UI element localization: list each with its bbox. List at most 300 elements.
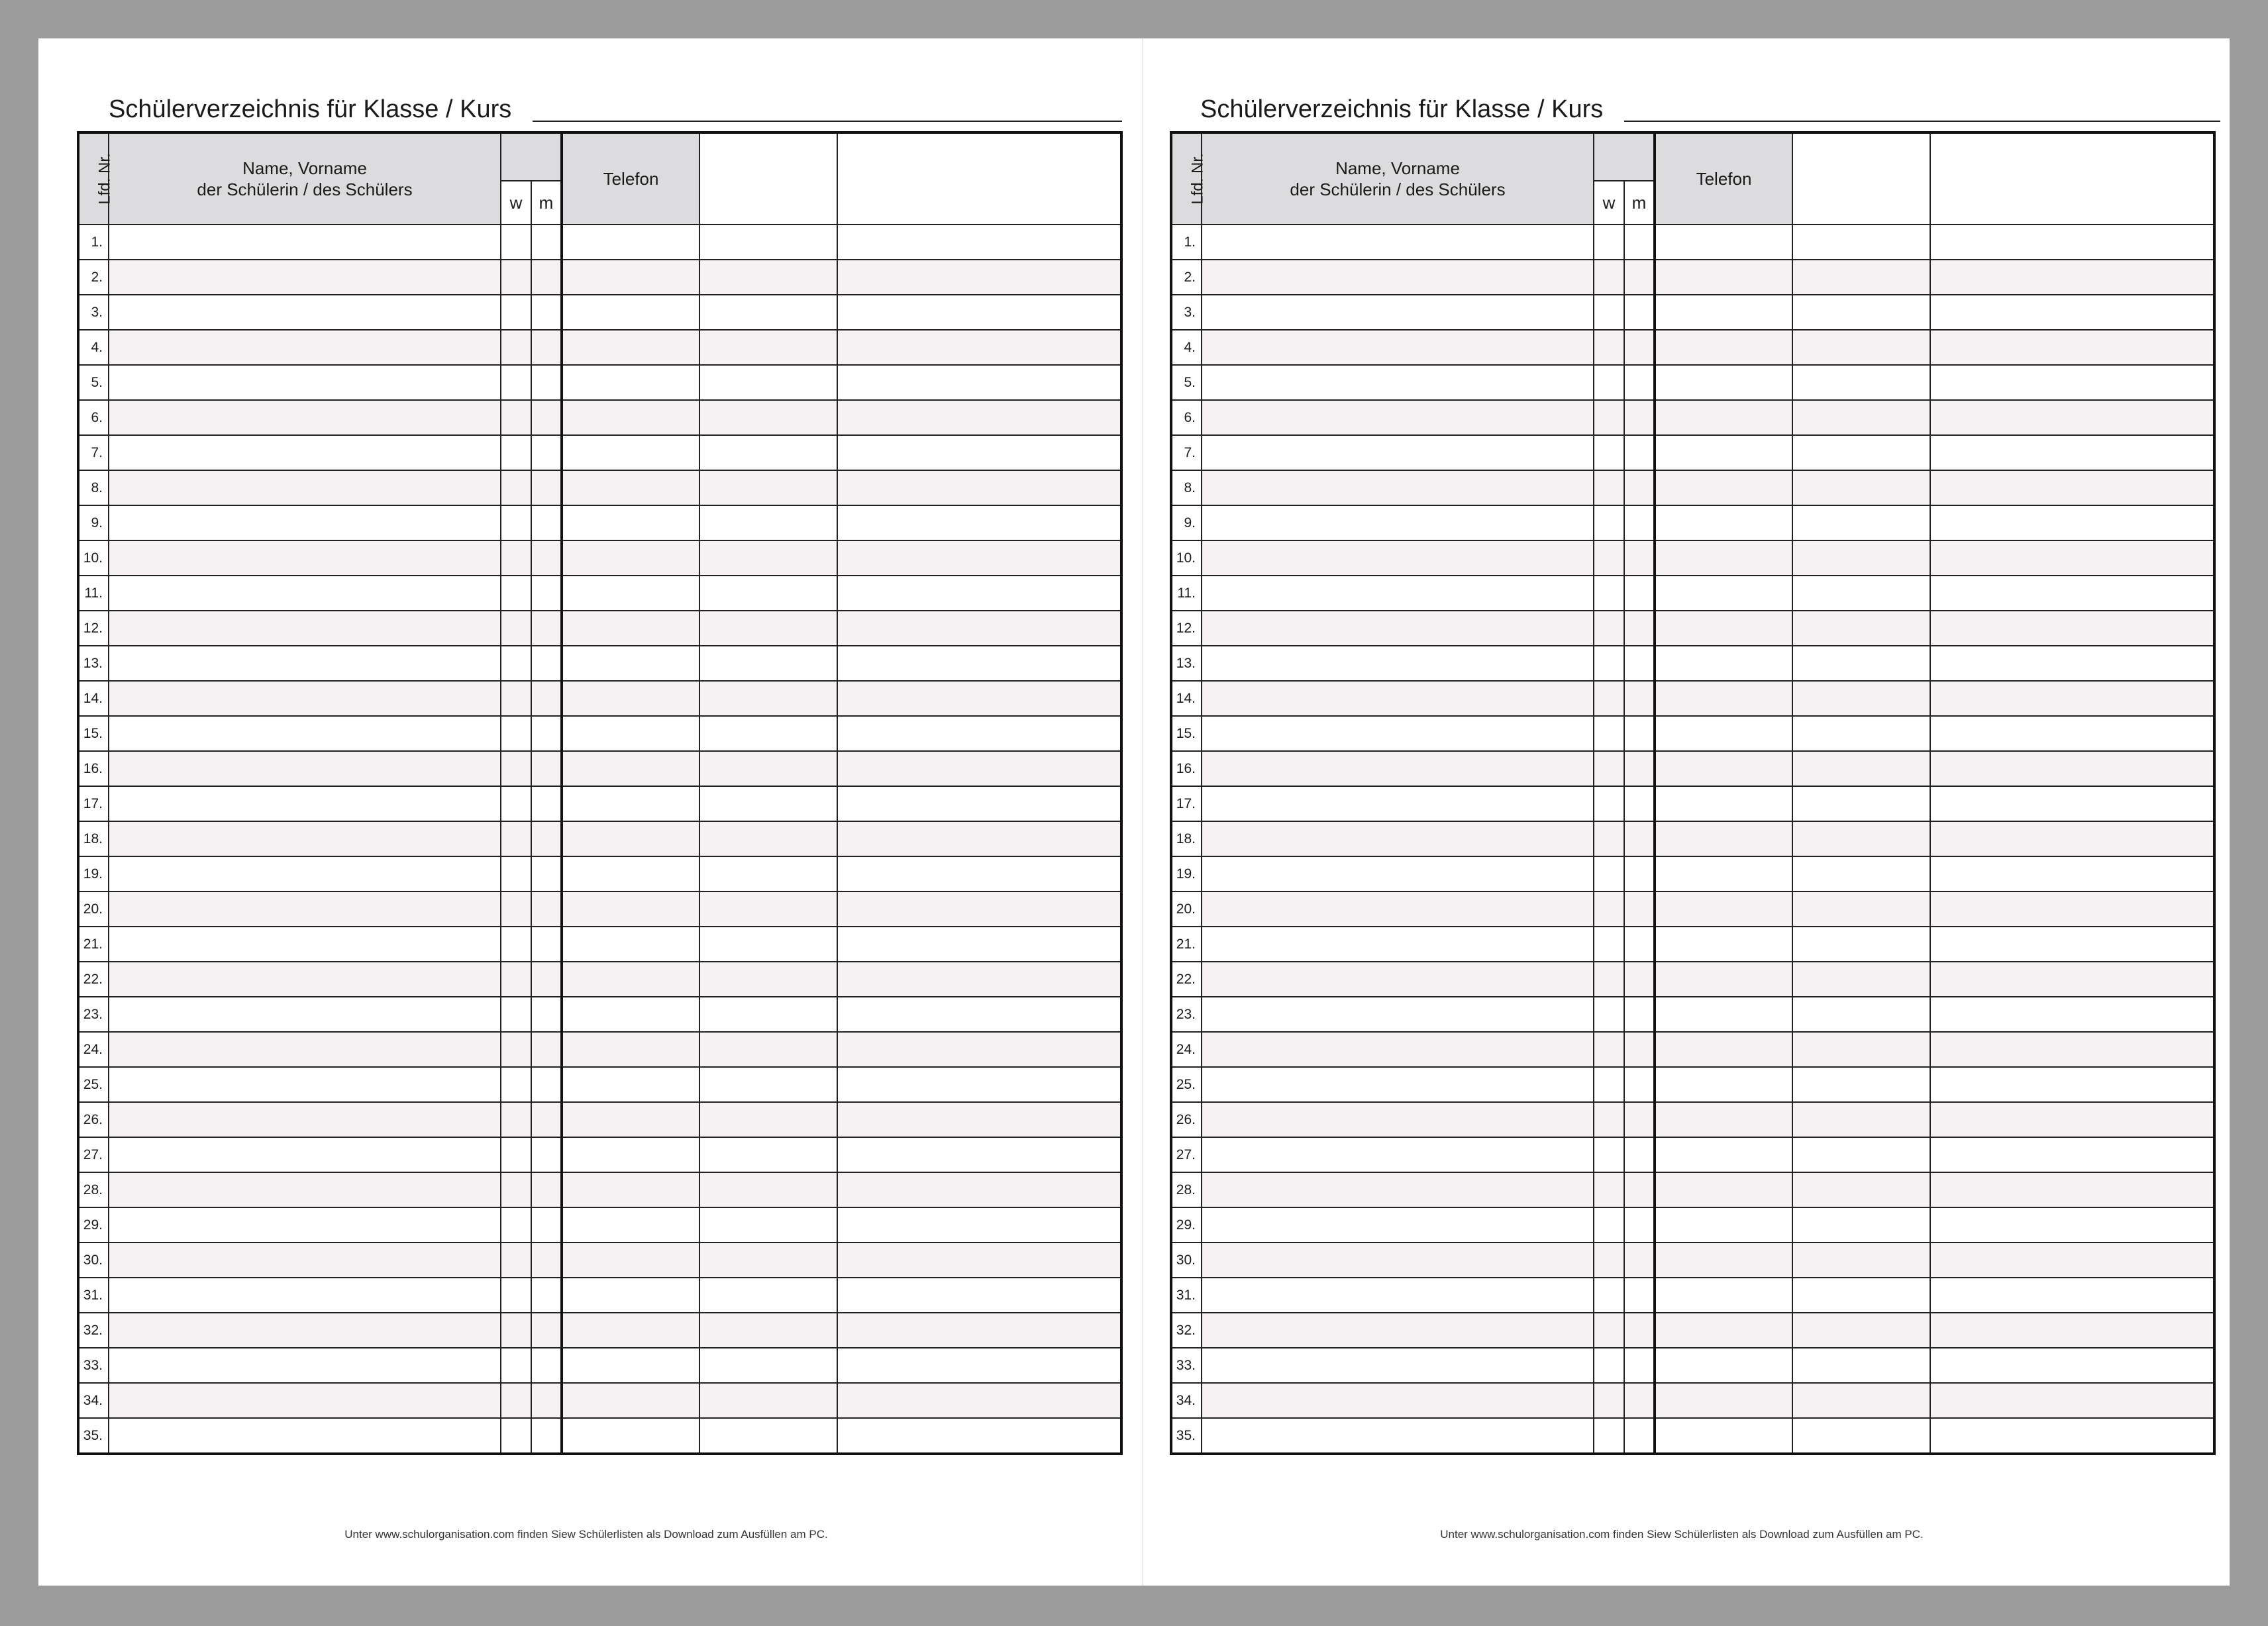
gender-w-cell[interactable]: [501, 786, 531, 821]
extra-1-cell[interactable]: [699, 997, 837, 1032]
gender-w-cell[interactable]: [1594, 1207, 1624, 1243]
name-cell[interactable]: [109, 611, 501, 646]
phone-cell[interactable]: [1655, 1067, 1792, 1102]
name-cell[interactable]: [109, 927, 501, 962]
gender-m-cell[interactable]: [531, 1032, 562, 1067]
name-cell[interactable]: [1202, 435, 1594, 470]
extra-1-cell[interactable]: [1792, 1313, 1930, 1348]
gender-m-cell[interactable]: [1624, 891, 1655, 927]
gender-w-cell[interactable]: [1594, 1243, 1624, 1278]
extra-2-cell[interactable]: [837, 891, 1121, 927]
name-cell[interactable]: [1202, 1032, 1594, 1067]
extra-1-cell[interactable]: [1792, 1067, 1930, 1102]
gender-m-cell[interactable]: [531, 716, 562, 751]
name-cell[interactable]: [1202, 1102, 1594, 1137]
phone-cell[interactable]: [1655, 400, 1792, 435]
name-cell[interactable]: [109, 505, 501, 540]
gender-w-cell[interactable]: [501, 505, 531, 540]
gender-w-cell[interactable]: [501, 611, 531, 646]
gender-m-cell[interactable]: [1624, 330, 1655, 365]
gender-w-cell[interactable]: [501, 1278, 531, 1313]
name-cell[interactable]: [109, 646, 501, 681]
name-cell[interactable]: [109, 1137, 501, 1172]
phone-cell[interactable]: [1655, 1207, 1792, 1243]
extra-2-cell[interactable]: [1930, 1313, 2214, 1348]
gender-m-cell[interactable]: [1624, 646, 1655, 681]
name-cell[interactable]: [109, 1313, 501, 1348]
extra-1-cell[interactable]: [699, 1067, 837, 1102]
gender-m-cell[interactable]: [531, 1348, 562, 1383]
gender-w-cell[interactable]: [1594, 435, 1624, 470]
gender-m-cell[interactable]: [531, 927, 562, 962]
name-cell[interactable]: [109, 1067, 501, 1102]
name-cell[interactable]: [1202, 330, 1594, 365]
extra-2-cell[interactable]: [837, 1172, 1121, 1207]
name-cell[interactable]: [109, 435, 501, 470]
phone-cell[interactable]: [562, 470, 699, 505]
extra-2-cell[interactable]: [837, 330, 1121, 365]
phone-cell[interactable]: [1655, 962, 1792, 997]
gender-m-cell[interactable]: [531, 470, 562, 505]
name-cell[interactable]: [1202, 1137, 1594, 1172]
extra-1-cell[interactable]: [1792, 681, 1930, 716]
gender-w-cell[interactable]: [1594, 1348, 1624, 1383]
gender-m-cell[interactable]: [1624, 295, 1655, 330]
name-cell[interactable]: [109, 1243, 501, 1278]
extra-1-cell[interactable]: [1792, 962, 1930, 997]
name-cell[interactable]: [109, 786, 501, 821]
phone-cell[interactable]: [562, 225, 699, 260]
phone-cell[interactable]: [562, 435, 699, 470]
phone-cell[interactable]: [562, 1032, 699, 1067]
gender-w-cell[interactable]: [1594, 1418, 1624, 1454]
name-cell[interactable]: [1202, 225, 1594, 260]
extra-1-cell[interactable]: [699, 576, 837, 611]
phone-cell[interactable]: [562, 1278, 699, 1313]
phone-cell[interactable]: [1655, 751, 1792, 786]
extra-1-cell[interactable]: [1792, 1032, 1930, 1067]
gender-w-cell[interactable]: [1594, 1067, 1624, 1102]
phone-cell[interactable]: [562, 540, 699, 576]
name-cell[interactable]: [1202, 1313, 1594, 1348]
name-cell[interactable]: [109, 1102, 501, 1137]
extra-2-cell[interactable]: [837, 716, 1121, 751]
phone-cell[interactable]: [562, 646, 699, 681]
phone-cell[interactable]: [1655, 225, 1792, 260]
gender-w-cell[interactable]: [1594, 891, 1624, 927]
name-cell[interactable]: [1202, 821, 1594, 856]
name-cell[interactable]: [1202, 260, 1594, 295]
gender-w-cell[interactable]: [501, 225, 531, 260]
extra-1-cell[interactable]: [1792, 225, 1930, 260]
gender-m-cell[interactable]: [1624, 927, 1655, 962]
name-cell[interactable]: [109, 716, 501, 751]
extra-2-cell[interactable]: [837, 505, 1121, 540]
extra-2-cell[interactable]: [837, 576, 1121, 611]
phone-cell[interactable]: [1655, 1102, 1792, 1137]
extra-1-cell[interactable]: [1792, 611, 1930, 646]
extra-1-cell[interactable]: [1792, 295, 1930, 330]
extra-1-cell[interactable]: [699, 1383, 837, 1418]
name-cell[interactable]: [1202, 997, 1594, 1032]
extra-1-cell[interactable]: [1792, 997, 1930, 1032]
name-cell[interactable]: [109, 856, 501, 891]
extra-2-cell[interactable]: [837, 400, 1121, 435]
extra-2-cell[interactable]: [837, 365, 1121, 400]
name-cell[interactable]: [109, 821, 501, 856]
gender-m-cell[interactable]: [1624, 681, 1655, 716]
extra-2-cell[interactable]: [837, 295, 1121, 330]
extra-2-cell[interactable]: [837, 1348, 1121, 1383]
extra-2-cell[interactable]: [837, 856, 1121, 891]
phone-cell[interactable]: [1655, 505, 1792, 540]
extra-1-cell[interactable]: [699, 1207, 837, 1243]
gender-m-cell[interactable]: [1624, 1348, 1655, 1383]
gender-m-cell[interactable]: [1624, 470, 1655, 505]
name-cell[interactable]: [1202, 505, 1594, 540]
gender-m-cell[interactable]: [1624, 1102, 1655, 1137]
phone-cell[interactable]: [562, 751, 699, 786]
gender-w-cell[interactable]: [1594, 856, 1624, 891]
name-cell[interactable]: [1202, 1172, 1594, 1207]
extra-1-cell[interactable]: [699, 1137, 837, 1172]
name-cell[interactable]: [109, 260, 501, 295]
gender-m-cell[interactable]: [531, 1102, 562, 1137]
gender-w-cell[interactable]: [501, 435, 531, 470]
extra-2-cell[interactable]: [837, 786, 1121, 821]
gender-w-cell[interactable]: [501, 716, 531, 751]
gender-m-cell[interactable]: [1624, 435, 1655, 470]
gender-w-cell[interactable]: [501, 962, 531, 997]
extra-1-cell[interactable]: [1792, 1172, 1930, 1207]
name-cell[interactable]: [1202, 856, 1594, 891]
gender-m-cell[interactable]: [531, 1137, 562, 1172]
gender-m-cell[interactable]: [531, 856, 562, 891]
phone-cell[interactable]: [562, 1418, 699, 1454]
phone-cell[interactable]: [1655, 540, 1792, 576]
name-cell[interactable]: [1202, 891, 1594, 927]
phone-cell[interactable]: [562, 821, 699, 856]
name-cell[interactable]: [1202, 751, 1594, 786]
gender-m-cell[interactable]: [1624, 1313, 1655, 1348]
extra-2-cell[interactable]: [1930, 505, 2214, 540]
gender-m-cell[interactable]: [1624, 365, 1655, 400]
name-cell[interactable]: [109, 1418, 501, 1454]
gender-w-cell[interactable]: [501, 1137, 531, 1172]
extra-1-cell[interactable]: [699, 1418, 837, 1454]
extra-2-cell[interactable]: [1930, 540, 2214, 576]
phone-cell[interactable]: [1655, 681, 1792, 716]
gender-m-cell[interactable]: [1624, 1067, 1655, 1102]
extra-2-cell[interactable]: [837, 962, 1121, 997]
extra-1-cell[interactable]: [699, 1278, 837, 1313]
phone-cell[interactable]: [562, 505, 699, 540]
extra-1-cell[interactable]: [1792, 365, 1930, 400]
gender-m-cell[interactable]: [1624, 1032, 1655, 1067]
extra-1-cell[interactable]: [1792, 1278, 1930, 1313]
extra-2-cell[interactable]: [837, 1418, 1121, 1454]
extra-1-cell[interactable]: [1792, 1207, 1930, 1243]
gender-m-cell[interactable]: [531, 1207, 562, 1243]
phone-cell[interactable]: [562, 891, 699, 927]
extra-2-cell[interactable]: [837, 821, 1121, 856]
extra-2-cell[interactable]: [1930, 891, 2214, 927]
gender-m-cell[interactable]: [531, 435, 562, 470]
phone-cell[interactable]: [1655, 716, 1792, 751]
extra-2-cell[interactable]: [837, 435, 1121, 470]
gender-m-cell[interactable]: [531, 646, 562, 681]
gender-m-cell[interactable]: [531, 1172, 562, 1207]
extra-1-cell[interactable]: [699, 1313, 837, 1348]
extra-2-cell[interactable]: [1930, 365, 2214, 400]
gender-w-cell[interactable]: [501, 1102, 531, 1137]
gender-m-cell[interactable]: [531, 260, 562, 295]
extra-2-cell[interactable]: [837, 1243, 1121, 1278]
gender-w-cell[interactable]: [1594, 821, 1624, 856]
phone-cell[interactable]: [1655, 856, 1792, 891]
extra-2-cell[interactable]: [837, 1032, 1121, 1067]
extra-2-cell[interactable]: [837, 1137, 1121, 1172]
gender-m-cell[interactable]: [1624, 751, 1655, 786]
name-cell[interactable]: [109, 365, 501, 400]
gender-w-cell[interactable]: [1594, 962, 1624, 997]
gender-m-cell[interactable]: [1624, 856, 1655, 891]
phone-cell[interactable]: [1655, 786, 1792, 821]
phone-cell[interactable]: [1655, 330, 1792, 365]
gender-m-cell[interactable]: [1624, 540, 1655, 576]
gender-w-cell[interactable]: [1594, 1102, 1624, 1137]
gender-m-cell[interactable]: [531, 365, 562, 400]
extra-2-cell[interactable]: [837, 611, 1121, 646]
extra-2-cell[interactable]: [837, 927, 1121, 962]
extra-1-cell[interactable]: [1792, 856, 1930, 891]
extra-1-cell[interactable]: [699, 1102, 837, 1137]
extra-1-cell[interactable]: [699, 435, 837, 470]
name-cell[interactable]: [109, 1383, 501, 1418]
phone-cell[interactable]: [562, 1067, 699, 1102]
extra-1-cell[interactable]: [1792, 1383, 1930, 1418]
name-cell[interactable]: [1202, 1207, 1594, 1243]
gender-m-cell[interactable]: [1624, 786, 1655, 821]
extra-1-cell[interactable]: [699, 1348, 837, 1383]
gender-m-cell[interactable]: [1624, 1137, 1655, 1172]
extra-2-cell[interactable]: [1930, 1137, 2214, 1172]
gender-w-cell[interactable]: [1594, 997, 1624, 1032]
extra-1-cell[interactable]: [699, 1172, 837, 1207]
extra-2-cell[interactable]: [1930, 576, 2214, 611]
phone-cell[interactable]: [562, 997, 699, 1032]
gender-w-cell[interactable]: [1594, 295, 1624, 330]
gender-m-cell[interactable]: [1624, 1383, 1655, 1418]
extra-1-cell[interactable]: [1792, 400, 1930, 435]
gender-m-cell[interactable]: [531, 1278, 562, 1313]
extra-2-cell[interactable]: [837, 260, 1121, 295]
name-cell[interactable]: [1202, 962, 1594, 997]
phone-cell[interactable]: [1655, 1278, 1792, 1313]
extra-1-cell[interactable]: [1792, 260, 1930, 295]
extra-2-cell[interactable]: [837, 1278, 1121, 1313]
extra-1-cell[interactable]: [1792, 1348, 1930, 1383]
phone-cell[interactable]: [562, 611, 699, 646]
extra-1-cell[interactable]: [699, 295, 837, 330]
phone-cell[interactable]: [1655, 1348, 1792, 1383]
extra-2-cell[interactable]: [837, 225, 1121, 260]
phone-cell[interactable]: [562, 1172, 699, 1207]
name-cell[interactable]: [1202, 646, 1594, 681]
gender-w-cell[interactable]: [501, 1243, 531, 1278]
gender-m-cell[interactable]: [1624, 716, 1655, 751]
extra-1-cell[interactable]: [699, 225, 837, 260]
extra-1-cell[interactable]: [699, 540, 837, 576]
gender-w-cell[interactable]: [501, 1032, 531, 1067]
gender-w-cell[interactable]: [501, 1383, 531, 1418]
name-cell[interactable]: [1202, 365, 1594, 400]
phone-cell[interactable]: [562, 1102, 699, 1137]
phone-cell[interactable]: [562, 365, 699, 400]
extra-2-cell[interactable]: [1930, 435, 2214, 470]
name-cell[interactable]: [1202, 716, 1594, 751]
gender-m-cell[interactable]: [531, 1243, 562, 1278]
gender-w-cell[interactable]: [1594, 1137, 1624, 1172]
extra-1-cell[interactable]: [1792, 646, 1930, 681]
extra-1-cell[interactable]: [699, 365, 837, 400]
gender-w-cell[interactable]: [501, 540, 531, 576]
gender-m-cell[interactable]: [1624, 997, 1655, 1032]
phone-cell[interactable]: [562, 295, 699, 330]
gender-m-cell[interactable]: [531, 1313, 562, 1348]
extra-2-cell[interactable]: [1930, 295, 2214, 330]
gender-w-cell[interactable]: [501, 400, 531, 435]
phone-cell[interactable]: [1655, 365, 1792, 400]
extra-2-cell[interactable]: [1930, 681, 2214, 716]
phone-cell[interactable]: [562, 681, 699, 716]
extra-1-cell[interactable]: [1792, 435, 1930, 470]
name-cell[interactable]: [109, 470, 501, 505]
extra-1-cell[interactable]: [699, 260, 837, 295]
phone-cell[interactable]: [562, 400, 699, 435]
gender-m-cell[interactable]: [531, 786, 562, 821]
extra-2-cell[interactable]: [1930, 330, 2214, 365]
extra-2-cell[interactable]: [1930, 821, 2214, 856]
extra-1-cell[interactable]: [1792, 330, 1930, 365]
phone-cell[interactable]: [1655, 1172, 1792, 1207]
gender-w-cell[interactable]: [1594, 365, 1624, 400]
extra-2-cell[interactable]: [837, 540, 1121, 576]
extra-1-cell[interactable]: [1792, 891, 1930, 927]
gender-m-cell[interactable]: [531, 576, 562, 611]
name-cell[interactable]: [1202, 786, 1594, 821]
name-cell[interactable]: [109, 576, 501, 611]
gender-w-cell[interactable]: [501, 1172, 531, 1207]
name-cell[interactable]: [109, 1348, 501, 1383]
name-cell[interactable]: [109, 225, 501, 260]
gender-m-cell[interactable]: [531, 1418, 562, 1454]
gender-m-cell[interactable]: [531, 295, 562, 330]
gender-m-cell[interactable]: [531, 821, 562, 856]
gender-m-cell[interactable]: [531, 681, 562, 716]
extra-2-cell[interactable]: [837, 751, 1121, 786]
gender-w-cell[interactable]: [501, 1313, 531, 1348]
gender-m-cell[interactable]: [531, 225, 562, 260]
extra-2-cell[interactable]: [1930, 856, 2214, 891]
gender-w-cell[interactable]: [1594, 786, 1624, 821]
extra-2-cell[interactable]: [1930, 1278, 2214, 1313]
gender-w-cell[interactable]: [501, 576, 531, 611]
name-cell[interactable]: [1202, 400, 1594, 435]
phone-cell[interactable]: [562, 856, 699, 891]
name-cell[interactable]: [1202, 1278, 1594, 1313]
name-cell[interactable]: [109, 295, 501, 330]
phone-cell[interactable]: [562, 786, 699, 821]
extra-2-cell[interactable]: [1930, 1102, 2214, 1137]
phone-cell[interactable]: [1655, 260, 1792, 295]
gender-w-cell[interactable]: [501, 295, 531, 330]
name-cell[interactable]: [109, 330, 501, 365]
extra-2-cell[interactable]: [1930, 1348, 2214, 1383]
extra-2-cell[interactable]: [1930, 962, 2214, 997]
extra-1-cell[interactable]: [699, 856, 837, 891]
phone-cell[interactable]: [1655, 1313, 1792, 1348]
extra-2-cell[interactable]: [837, 1067, 1121, 1102]
extra-1-cell[interactable]: [1792, 1243, 1930, 1278]
extra-1-cell[interactable]: [1792, 470, 1930, 505]
phone-cell[interactable]: [1655, 1243, 1792, 1278]
gender-m-cell[interactable]: [1624, 400, 1655, 435]
gender-m-cell[interactable]: [1624, 611, 1655, 646]
name-cell[interactable]: [1202, 470, 1594, 505]
name-cell[interactable]: [1202, 1348, 1594, 1383]
gender-m-cell[interactable]: [1624, 821, 1655, 856]
gender-w-cell[interactable]: [1594, 400, 1624, 435]
gender-w-cell[interactable]: [1594, 1383, 1624, 1418]
gender-w-cell[interactable]: [1594, 681, 1624, 716]
extra-1-cell[interactable]: [699, 891, 837, 927]
gender-m-cell[interactable]: [1624, 505, 1655, 540]
extra-2-cell[interactable]: [1930, 751, 2214, 786]
class-course-write-line[interactable]: [533, 121, 1122, 122]
phone-cell[interactable]: [1655, 927, 1792, 962]
gender-m-cell[interactable]: [1624, 576, 1655, 611]
gender-w-cell[interactable]: [501, 856, 531, 891]
name-cell[interactable]: [109, 997, 501, 1032]
extra-2-cell[interactable]: [837, 1313, 1121, 1348]
extra-1-cell[interactable]: [699, 505, 837, 540]
extra-1-cell[interactable]: [699, 1032, 837, 1067]
name-cell[interactable]: [1202, 1383, 1594, 1418]
name-cell[interactable]: [1202, 540, 1594, 576]
extra-2-cell[interactable]: [837, 1383, 1121, 1418]
extra-1-cell[interactable]: [699, 400, 837, 435]
name-cell[interactable]: [109, 400, 501, 435]
name-cell[interactable]: [109, 540, 501, 576]
gender-m-cell[interactable]: [531, 400, 562, 435]
gender-w-cell[interactable]: [1594, 927, 1624, 962]
gender-w-cell[interactable]: [501, 751, 531, 786]
extra-2-cell[interactable]: [1930, 716, 2214, 751]
gender-w-cell[interactable]: [501, 927, 531, 962]
phone-cell[interactable]: [562, 927, 699, 962]
phone-cell[interactable]: [1655, 576, 1792, 611]
extra-1-cell[interactable]: [1792, 786, 1930, 821]
extra-2-cell[interactable]: [1930, 1207, 2214, 1243]
gender-m-cell[interactable]: [1624, 1207, 1655, 1243]
name-cell[interactable]: [1202, 681, 1594, 716]
gender-m-cell[interactable]: [531, 1383, 562, 1418]
phone-cell[interactable]: [562, 260, 699, 295]
name-cell[interactable]: [1202, 611, 1594, 646]
class-course-write-line[interactable]: [1624, 121, 2220, 122]
phone-cell[interactable]: [1655, 1383, 1792, 1418]
